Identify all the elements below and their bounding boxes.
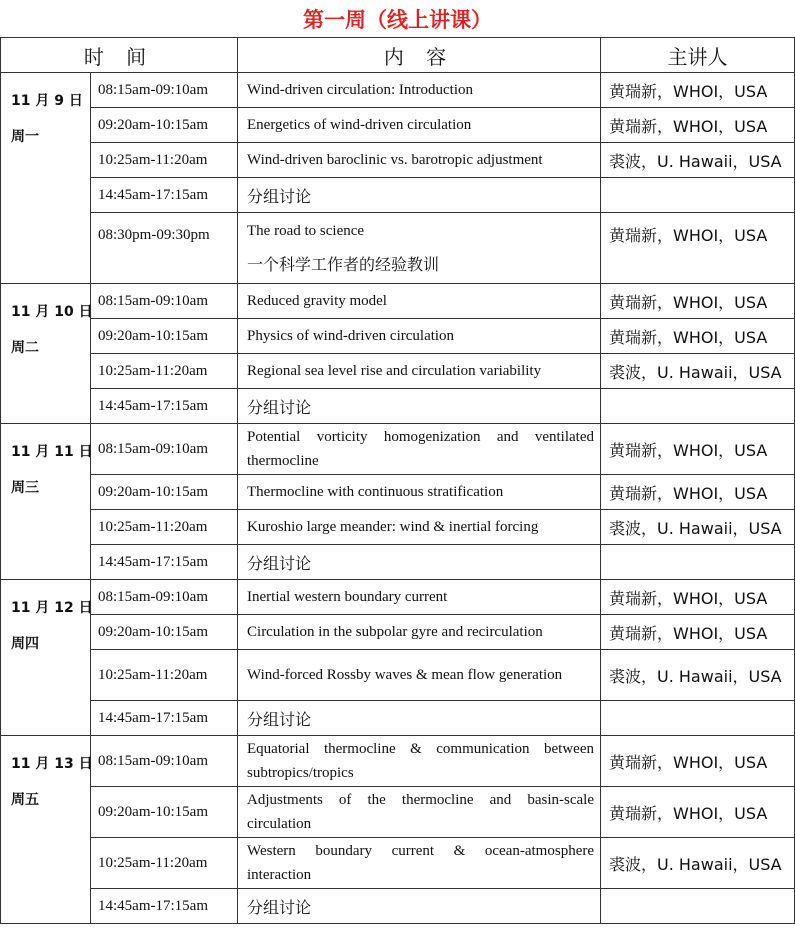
- day-weekday: 周四: [11, 636, 39, 652]
- session-time: 08:15am-09:10am: [91, 284, 238, 319]
- session-time: 10:25am-11:20am: [91, 143, 238, 178]
- session-speaker: 黄瑞新，WHOI，USA: [601, 213, 795, 284]
- session-time: 08:15am-09:10am: [91, 424, 238, 475]
- session-time: 10:25am-11:20am: [91, 838, 238, 889]
- table-row: [1, 178, 795, 213]
- session-speaker: 黄瑞新，WHOI，USA: [601, 736, 795, 787]
- header-row: [1, 38, 795, 73]
- table-row: [1, 213, 795, 284]
- session-speaker: 黄瑞新，WHOI，USA: [601, 580, 795, 615]
- session-content: Reduced gravity model: [238, 284, 601, 319]
- day-weekday: 周三: [11, 480, 39, 496]
- table-row: [1, 736, 795, 787]
- session-time: 14:45am-17:15am: [91, 389, 238, 424]
- session-time: 09:20am-10:15am: [91, 108, 238, 143]
- day-cell: [1, 284, 91, 424]
- session-speaker: 黄瑞新，WHOI，USA: [601, 475, 795, 510]
- session-speaker: [601, 178, 795, 213]
- day-weekday: 周一: [11, 129, 39, 145]
- session-content: 分组讨论: [238, 389, 601, 424]
- session-content: Thermocline with continuous stratification: [238, 475, 601, 510]
- table-row: [1, 319, 795, 354]
- day-date: 11 月 12 日: [11, 600, 93, 616]
- table-row: [1, 615, 795, 650]
- session-speaker: 黄瑞新，WHOI，USA: [601, 424, 795, 475]
- session-content-line: The road to science: [247, 223, 365, 239]
- session-speaker: 黄瑞新，WHOI，USA: [601, 787, 795, 838]
- table-row: [1, 787, 795, 838]
- session-content: 分组讨论: [238, 701, 601, 736]
- table-row: [1, 510, 795, 545]
- session-content: Circulation in the subpolar gyre and recirculation: [238, 615, 601, 650]
- session-time: 08:15am-09:10am: [91, 736, 238, 787]
- session-speaker: [601, 389, 795, 424]
- table-row: [1, 108, 795, 143]
- header-time: 时 间: [1, 38, 238, 73]
- session-speaker: [601, 701, 795, 736]
- table-row: [1, 354, 795, 389]
- session-content: Kuroshio large meander: wind & inertial forcing: [238, 510, 601, 545]
- session-content: Wind-driven baroclinic vs. barotropic adjustment: [238, 143, 601, 178]
- table-row: [1, 424, 795, 475]
- day-cell: [1, 73, 91, 284]
- session-time: 14:45am-17:15am: [91, 178, 238, 213]
- session-content: Western boundary current & ocean-atmosphere interaction: [238, 838, 601, 889]
- session-speaker: 黄瑞新，WHOI，USA: [601, 319, 795, 354]
- session-content: Regional sea level rise and circulation variability: [238, 354, 601, 389]
- header-speaker: 主讲人: [601, 38, 795, 73]
- session-speaker: [601, 545, 795, 580]
- session-speaker: 裘波，U. Hawaii，USA: [601, 650, 795, 701]
- day-weekday: 周二: [11, 340, 39, 356]
- table-row: [1, 580, 795, 615]
- session-content-line: 一个科学工作者的经验教训: [247, 255, 440, 274]
- session-time: 09:20am-10:15am: [91, 615, 238, 650]
- session-content: Inertial western boundary current: [238, 580, 601, 615]
- table-row: [1, 889, 795, 924]
- session-time: 10:25am-11:20am: [91, 650, 238, 701]
- table-row: [1, 284, 795, 319]
- session-time: 14:45am-17:15am: [91, 545, 238, 580]
- table-row: [1, 475, 795, 510]
- schedule-table: [0, 37, 795, 924]
- schedule-title: 第一周（线上讲课）: [303, 8, 492, 32]
- session-content: 分组讨论: [238, 889, 601, 924]
- day-cell: [1, 424, 91, 580]
- session-content: Adjustments of the thermocline and basin-scale circulation: [238, 787, 601, 838]
- day-date: 11 月 9 日: [11, 93, 83, 109]
- session-content: 分组讨论: [238, 545, 601, 580]
- session-content: Wind-driven circulation: Introduction: [238, 73, 601, 108]
- session-time: 10:25am-11:20am: [91, 354, 238, 389]
- day-date: 11 月 11 日: [11, 444, 93, 460]
- day-date: 11 月 13 日: [11, 756, 93, 772]
- session-time: 08:15am-09:10am: [91, 73, 238, 108]
- session-content: Energetics of wind-driven circulation: [238, 108, 601, 143]
- session-speaker: 黄瑞新，WHOI，USA: [601, 73, 795, 108]
- session-speaker: 裘波，U. Hawaii，USA: [601, 838, 795, 889]
- session-content: Equatorial thermocline & communication between subtropics/tropics: [238, 736, 601, 787]
- session-content: 分组讨论: [238, 178, 601, 213]
- table-row: [1, 143, 795, 178]
- table-row: [1, 73, 795, 108]
- table-row: [1, 650, 795, 701]
- session-time: 08:30pm-09:30pm: [91, 213, 238, 284]
- session-speaker: 黄瑞新，WHOI，USA: [601, 108, 795, 143]
- day-cell: [1, 736, 91, 924]
- header-content: 内 容: [238, 38, 601, 73]
- session-content: Wind-forced Rossby waves & mean flow generation: [238, 650, 601, 701]
- session-content: [238, 213, 601, 284]
- session-speaker: 黄瑞新，WHOI，USA: [601, 615, 795, 650]
- session-time: 09:20am-10:15am: [91, 787, 238, 838]
- session-speaker: 裘波，U. Hawaii，USA: [601, 510, 795, 545]
- session-time: 09:20am-10:15am: [91, 475, 238, 510]
- session-speaker: 裘波，U. Hawaii，USA: [601, 354, 795, 389]
- session-time: 14:45am-17:15am: [91, 701, 238, 736]
- session-content: Potential vorticity homogenization and ventilated thermocline: [238, 424, 601, 475]
- session-content: Physics of wind-driven circulation: [238, 319, 601, 354]
- session-speaker: [601, 889, 795, 924]
- session-speaker: 裘波，U. Hawaii，USA: [601, 143, 795, 178]
- session-time: 10:25am-11:20am: [91, 510, 238, 545]
- day-weekday: 周五: [11, 792, 39, 808]
- session-time: 14:45am-17:15am: [91, 889, 238, 924]
- table-row: [1, 701, 795, 736]
- table-row: [1, 838, 795, 889]
- session-speaker: 黄瑞新，WHOI，USA: [601, 284, 795, 319]
- session-time: 08:15am-09:10am: [91, 580, 238, 615]
- table-row: [1, 545, 795, 580]
- day-cell: [1, 580, 91, 736]
- session-time: 09:20am-10:15am: [91, 319, 238, 354]
- table-row: [1, 389, 795, 424]
- day-date: 11 月 10 日: [11, 304, 93, 320]
